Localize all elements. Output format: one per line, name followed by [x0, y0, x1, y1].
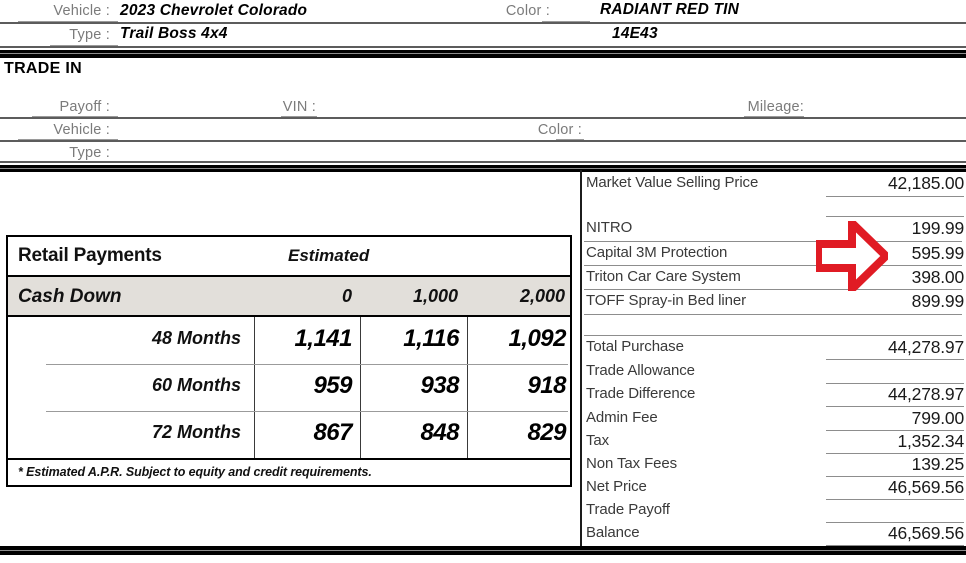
trade-payoff-label: Payoff : [59, 99, 110, 115]
vehicle-label: Vehicle : [53, 3, 110, 19]
term-row-48 [8, 317, 570, 364]
term-label-72: 72 Months [151, 422, 241, 442]
price-label-net-price: Net Price [586, 478, 647, 495]
trade-rule-1 [0, 117, 966, 119]
price-label-triton: Triton Car Care System [586, 268, 741, 285]
type-value: Trail Boss 4x4 [120, 25, 228, 42]
right-arrow-annotation [816, 221, 888, 291]
payment-72-1: 848 [420, 419, 459, 446]
price-row-admin-fee [580, 408, 966, 431]
payments-title: Retail Payments [18, 245, 162, 266]
price-label-toff: TOFF Spray-in Bed liner [586, 292, 746, 309]
term-row-60 [8, 364, 570, 411]
trade-color-label: Color : [537, 122, 582, 138]
payment-48-2: 1,092 [508, 325, 566, 352]
price-value-total-purchase: 44,278.97 [887, 337, 964, 357]
price-label-trade-allowance: Trade Allowance [586, 362, 695, 379]
price-row-toff [580, 291, 966, 314]
color-code-value: 14E43 [612, 25, 658, 42]
price-label-trade-payoff: Trade Payoff [586, 501, 670, 518]
color-label: Color : [505, 3, 550, 19]
vehicle-value: 2023 Chevrolet Colorado [120, 2, 308, 19]
price-label-capital-3m: Capital 3M Protection [586, 244, 728, 261]
header-rule-2 [0, 46, 966, 48]
payment-72-2: 829 [527, 419, 566, 446]
price-value-net-price: 46,569.56 [887, 477, 964, 497]
price-value-capital-3m: 595.99 [911, 243, 964, 263]
trade-vehicle-label: Vehicle : [53, 122, 110, 138]
price-row-balance [580, 523, 966, 546]
underline-toff [584, 314, 962, 315]
trade-in-title: TRADE IN [4, 60, 82, 77]
price-value-balance: 46,569.56 [887, 523, 964, 543]
underline-nitro-top [826, 216, 964, 217]
price-value-market-value: 42,185.00 [887, 173, 964, 193]
pricing-panel [580, 168, 966, 548]
price-row-capital-3m [580, 243, 966, 266]
payments-footnote-row [8, 458, 570, 487]
footer-thick-bar [0, 546, 966, 555]
price-label-tax: Tax [586, 432, 610, 449]
price-row-trade-payoff [580, 500, 966, 523]
payments-estimated-label: Estimated [288, 246, 370, 265]
trade-vin-label: VIN : [282, 99, 316, 115]
price-value-tax: 1,352.34 [897, 431, 964, 451]
payment-48-1: 1,116 [403, 325, 459, 352]
price-row-total-purchase [580, 337, 966, 360]
price-row-trade-difference [580, 384, 966, 407]
price-label-nitro: NITRO [586, 219, 633, 236]
price-label-market-value: Market Value Selling Price [586, 174, 759, 191]
underline-total-purchase [826, 359, 964, 360]
cash-down-label: Cash Down [18, 286, 122, 307]
price-label-total-purchase: Total Purchase [586, 338, 684, 355]
underline-capital-3m [584, 265, 962, 266]
price-value-nitro: 199.99 [911, 218, 964, 238]
header-thick-bar [0, 50, 966, 58]
payment-48-0: 1,141 [294, 325, 352, 352]
price-row-triton [580, 267, 966, 290]
cash-down-value-2: 2,000 [519, 286, 565, 306]
payment-72-0: 867 [313, 419, 352, 446]
cash-down-value-1: 1,000 [412, 286, 458, 306]
payment-60-1: 938 [420, 372, 459, 399]
price-row-net-price [580, 477, 966, 500]
trade-mileage-label: Mileage: [747, 99, 804, 115]
price-value-toff: 899.99 [911, 291, 964, 311]
payment-60-0: 959 [313, 372, 352, 399]
trade-rule-3 [0, 161, 966, 163]
trade-type-label: Type : [69, 145, 110, 161]
price-row-market-value [580, 173, 966, 196]
price-label-admin-fee: Admin Fee [586, 409, 658, 426]
color-value: RADIANT RED TIN [600, 1, 740, 18]
header-rule-1 [0, 22, 966, 24]
trade-rule-2 [0, 140, 966, 142]
underline-market-value [826, 196, 964, 197]
price-row-trade-allowance [580, 361, 966, 384]
price-label-non-tax-fees: Non Tax Fees [586, 455, 678, 472]
term-row-72 [8, 411, 570, 458]
payments-footnote: * Estimated A.P.R. Subject to equity and credit requirements. [18, 465, 372, 479]
price-value-non-tax-fees: 139.25 [911, 454, 964, 474]
underline-triton [584, 289, 962, 290]
price-value-triton: 398.00 [911, 267, 964, 287]
right-arrow-icon [816, 221, 888, 291]
price-value-admin-fee: 799.00 [911, 408, 964, 428]
price-row-non-tax-fees [580, 454, 966, 477]
cash-down-value-0: 0 [341, 286, 352, 306]
underline-trade-difference [826, 406, 964, 407]
payments-header-row [8, 237, 570, 277]
price-value-trade-difference: 44,278.97 [887, 384, 964, 404]
price-label-trade-difference: Trade Difference [586, 385, 696, 402]
price-label-balance: Balance [586, 524, 640, 541]
underline-nitro [584, 241, 962, 242]
price-row-nitro [580, 218, 966, 241]
underline-totals-top [584, 335, 962, 336]
payment-60-2: 918 [527, 372, 566, 399]
type-label: Type : [69, 27, 110, 43]
retail-payments-table [6, 235, 572, 487]
term-label-48: 48 Months [151, 328, 241, 348]
term-label-60: 60 Months [151, 375, 241, 395]
price-row-tax [580, 431, 966, 454]
cash-down-row [8, 277, 570, 317]
